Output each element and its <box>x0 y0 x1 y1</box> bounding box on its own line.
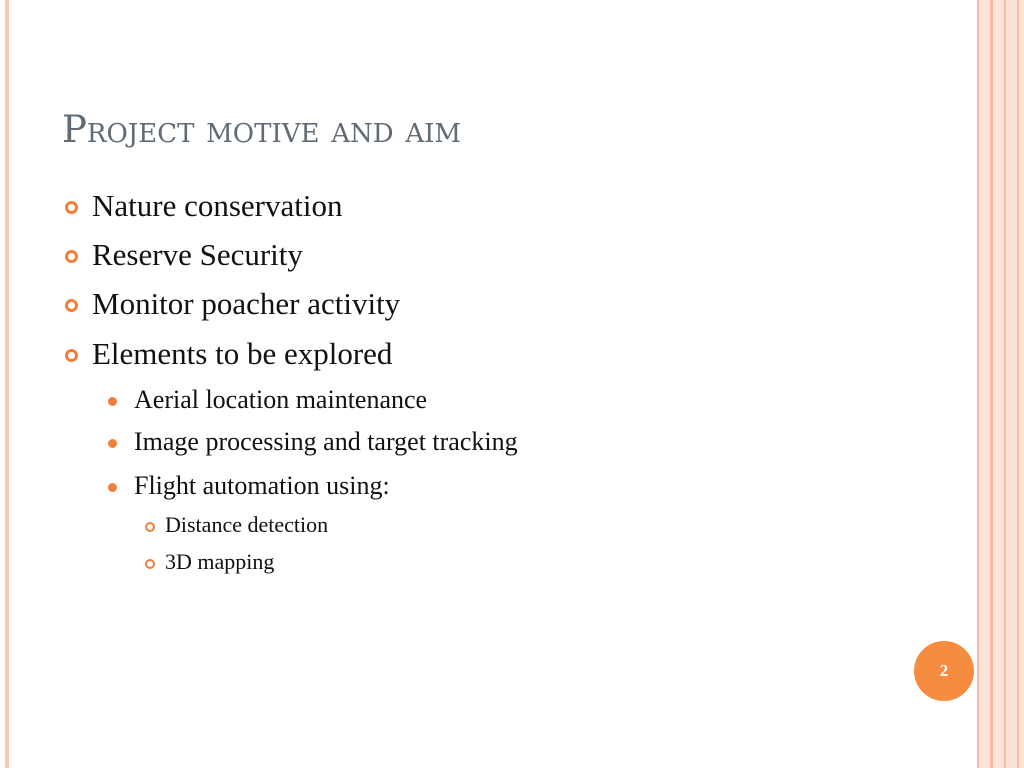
bullet-ring-icon <box>65 201 78 214</box>
bullet-item: Monitor poacher activity <box>92 286 401 321</box>
right-stripe <box>977 0 979 768</box>
right-stripe <box>1017 0 1019 768</box>
bullet-dot-icon <box>108 439 117 448</box>
sub-sub-bullet-item: Distance detection <box>165 512 329 537</box>
right-stripe <box>1004 0 1006 768</box>
bullet-ring-small-icon <box>145 559 155 569</box>
bullet-item: Elements to be explored <box>92 336 393 371</box>
right-stripe <box>990 0 993 768</box>
slide-title: Project motive and aim <box>62 108 462 151</box>
bullet-ring-small-icon <box>145 522 155 532</box>
sub-bullet-item: Image processing and target tracking <box>134 427 518 456</box>
bullet-item: Reserve Security <box>92 237 303 272</box>
sub-bullet-item: Aerial location maintenance <box>134 385 428 414</box>
sub-sub-bullet-item: 3D mapping <box>165 549 275 574</box>
bullet-ring-icon <box>65 299 78 312</box>
sub-bullet-item: Flight automation using: <box>134 471 390 500</box>
page-number-badge: 2 <box>914 641 974 701</box>
bullet-dot-icon <box>108 483 117 492</box>
bullet-dot-icon <box>108 397 117 406</box>
bullet-item: Nature conservation <box>92 188 343 223</box>
bullet-ring-icon <box>65 349 78 362</box>
bullet-ring-icon <box>65 250 78 263</box>
